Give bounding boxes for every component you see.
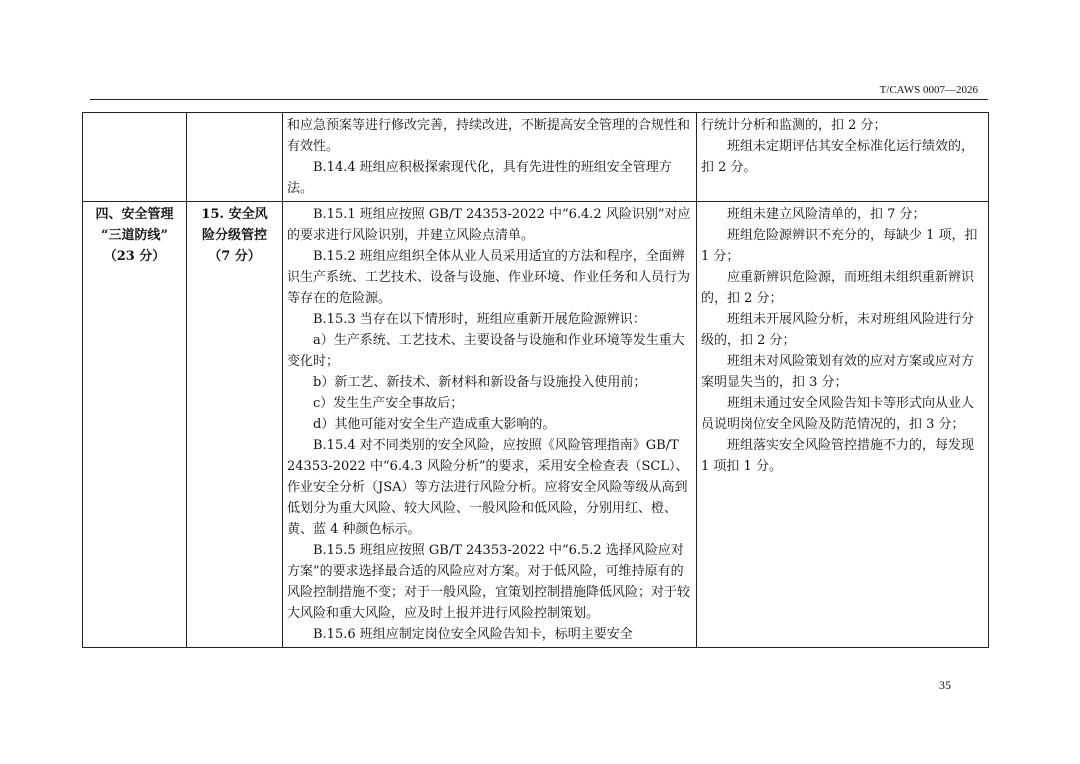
item-cell	[187, 202, 283, 648]
criterion-text: 班组未定期评估其安全标准化运行绩效的，扣 2 分。	[701, 139, 975, 175]
requirement-text: B.15.6 班组应制定岗位安全风险告知卡，标明主要安全	[313, 627, 633, 642]
item-title-line1: 15. 安全风	[201, 207, 268, 222]
item-cell-empty	[187, 113, 283, 202]
category-subtitle: “三道防线”	[101, 228, 168, 243]
criterion-text: 应重新辨识危险源，而班组未组织重新辨识的，扣 2 分；	[701, 270, 975, 306]
category-cell	[83, 202, 187, 648]
criterion-text: 班组未建立风险清单的，扣 7 分；	[727, 207, 926, 222]
requirement-text: B.15.1 班组应按照 GB/T 24353-2022 中“6.4.2 风险识别”对应的要求进行风险识别，并建立风险点清单。	[287, 207, 691, 243]
requirements-cell	[283, 202, 697, 648]
requirement-text: B.14.4 班组应积极探索现代化，具有先进性的班组安全管理方法。	[287, 160, 672, 196]
criterion-text: 班组未对风险策划有效的应对方案或应对方案明显失当的，扣 3 分；	[701, 354, 975, 390]
requirement-text: a）生产系统、工艺技术、主要设备与设施和作业环境等发生重大变化时；	[287, 333, 685, 369]
header-rule	[90, 99, 988, 100]
category-cell-empty	[83, 113, 187, 202]
requirement-text: B.15.4 对不同类别的安全风险，应按照《风险管理指南》GB/T 24353-2022 中“6.4.3 风险分析”的要求，采用安全检查表（SCL）、作业安全分析（JSA）等方法进行风险分析。应将安全风险等级从高到低划分为重大风险、较大风险、一般风险和低风险，分别用红、橙、黄、蓝 4 种颜色标示。	[287, 438, 689, 537]
requirement-text: b）新工艺、新技术、新材料和新设备与设施投入使用前；	[313, 375, 647, 390]
requirement-text: B.15.2 班组应组织全体从业人员采用适宜的方法和程序，全面辨识生产系统、工艺技术、设备与设施、作业环境、作业任务和人员行为等存在的危险源。	[287, 249, 691, 306]
criterion-text: 班组落实安全风险管控措施不力的，每发现 1 项扣 1 分。	[701, 438, 975, 474]
criterion-text: 行统计分析和监测的，扣 2 分；	[701, 118, 887, 133]
criterion-text: 班组未开展风险分析，未对班组风险进行分级的，扣 2 分；	[701, 312, 975, 348]
requirements-cell	[283, 113, 697, 202]
document-code: T/CAWS 0007—2026	[879, 84, 978, 96]
criteria-cell	[697, 113, 989, 202]
item-score: （7 分）	[208, 249, 261, 264]
table-row	[83, 113, 989, 202]
requirement-text: B.15.3 当存在以下情形时，班组应重新开展危险源辨识：	[313, 312, 646, 327]
category-title: 四、安全管理	[95, 207, 174, 222]
criterion-text: 班组危险源辨识不充分的，每缺少 1 项，扣 1 分；	[701, 228, 978, 264]
page-number: 35	[939, 678, 951, 692]
item-title-line2: 险分级管控	[201, 228, 267, 243]
requirement-text: d）其他可能对安全生产造成重大影响的。	[313, 417, 556, 432]
requirement-text: B.15.5 班组应按照 GB/T 24353-2022 中“6.5.2 选择风险应对方案”的要求选择最合适的风险应对方案。对于低风险，可维持原有的风险控制措施不变；对于一般风险，宜策划控制措施降低风险；对于较大风险和重大风险，应及时上报并进行风险控制策划。	[287, 543, 691, 621]
criterion-text: 班组未通过安全风险告知卡等形式向从业人员说明岗位安全风险及防范情况的，扣 3 分；	[701, 396, 975, 432]
requirement-text: 和应急预案等进行修改完善，持续改进，不断提高安全管理的合规性和有效性。	[287, 118, 691, 154]
table-row	[83, 202, 989, 648]
category-score: （23 分）	[103, 249, 166, 264]
criteria-cell	[697, 202, 989, 648]
requirement-text: c）发生生产安全事故后；	[313, 396, 464, 411]
standard-table	[82, 112, 989, 648]
